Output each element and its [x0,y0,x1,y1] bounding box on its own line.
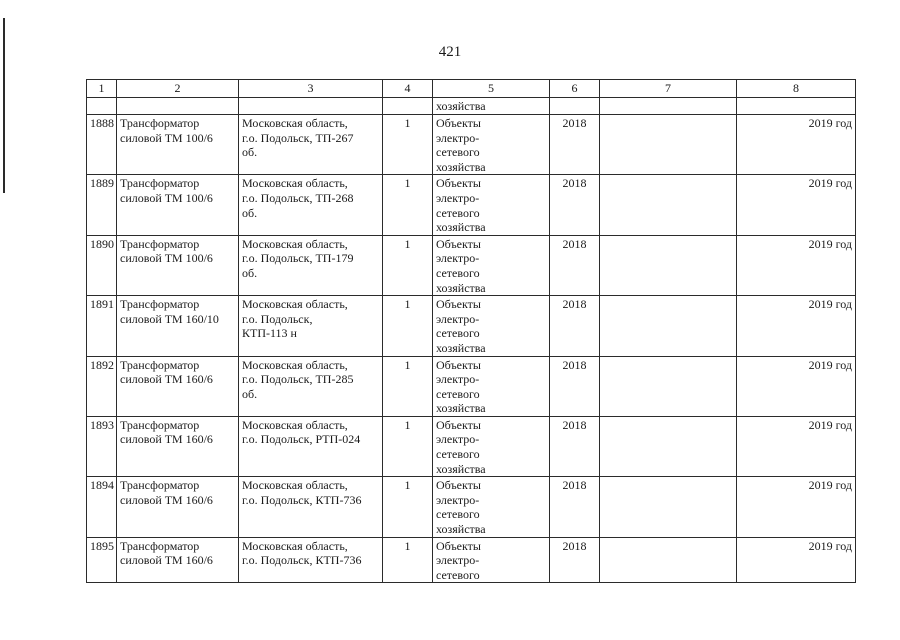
address-line: г.о. Подольск, [242,311,313,326]
column-header: 8 [737,80,856,98]
period-cell: 2019 год [737,115,856,175]
category-line: Объекты [436,297,481,312]
year-cell: 2018 [550,296,600,356]
address-cell [239,416,383,476]
name-line: силовой ТМ 100/6 [120,190,213,205]
note-cell [600,235,737,295]
row-number-cell: 1888 [87,115,117,175]
year-cell: 2018 [550,356,600,416]
row-number-cell: 1895 [87,537,117,583]
category-cell [433,296,550,356]
category-line: хозяйства [436,522,486,537]
table-cell [550,98,600,115]
category-line: сетевого [436,447,480,462]
address-line: г.о. Подольск, РТП-024 [242,432,361,447]
item-name-cell [117,477,239,537]
name-line: Трансформатор [120,116,200,130]
address-cell [239,537,383,583]
table-row [87,115,856,175]
column-number-row [87,80,856,98]
category-line: хозяйства [436,401,486,416]
quantity-cell: 1 [383,175,433,235]
name-line: Трансформатор [120,176,200,191]
item-name-cell [117,235,239,295]
column-header: 5 [433,80,550,98]
row-number-cell: 1893 [87,416,117,476]
category-cell [433,537,550,583]
address-line: г.о. Подольск, КТП-736 [242,492,362,507]
note-cell [600,175,737,235]
row-number-cell: 1889 [87,175,117,235]
category-line: Объекты [436,478,481,493]
name-line: Трансформатор [120,357,200,372]
note-cell [600,356,737,416]
name-line: силовой ТМ 100/6 [120,130,213,145]
quantity-cell: 1 [383,416,433,476]
asset-register-table [86,79,856,583]
category-line: электро- [436,251,480,266]
category-cell [433,416,550,476]
name-line: Трансформатор [120,236,200,251]
name-line: Трансформатор [120,538,200,553]
period-cell: 2019 год [737,537,856,583]
address-line: Московская область, [242,478,348,493]
address-line: г.о. Подольск, ТП-179 [242,251,354,266]
column-header: 1 [87,80,117,98]
address-cell [239,477,383,537]
category-line: сетевого [436,567,480,582]
category-line: сетевого [436,507,480,522]
column-header: 2 [117,80,239,98]
column-header: 7 [600,80,737,98]
category-line: сетевого [436,205,480,220]
address-line: об. [242,265,258,280]
item-name-cell [117,537,239,583]
row-number-cell: 1890 [87,235,117,295]
category-line: электро- [436,553,480,568]
column-header: 4 [383,80,433,98]
category-line: электро- [436,432,480,447]
category-line: электро- [436,130,480,145]
table-row [87,296,856,356]
column-header: 6 [550,80,600,98]
address-line: Московская область, [242,417,348,432]
name-line: Трансформатор [120,417,200,432]
table-cell [737,98,856,115]
table-row [87,235,856,295]
period-cell: 2019 год [737,356,856,416]
category-cell [433,115,550,175]
column-header: 3 [239,80,383,98]
table-row [87,175,856,235]
address-line: Московская область, [242,538,348,553]
category-line: Объекты [436,176,481,191]
quantity-cell: 1 [383,115,433,175]
name-line: силовой ТМ 160/6 [120,553,213,568]
address-cell [239,115,383,175]
address-line: Московская область, [242,297,348,312]
name-line: силовой ТМ 100/6 [120,251,213,266]
table-cell [600,98,737,115]
category-line: Объекты [436,357,481,372]
year-cell: 2018 [550,115,600,175]
year-cell: 2018 [550,477,600,537]
category-line: сетевого [436,265,480,280]
category-line: хозяйства [436,220,486,235]
address-line: об. [242,205,258,220]
item-name-cell [117,296,239,356]
table-row [87,356,856,416]
category-cell [433,175,550,235]
address-line: г.о. Подольск, КТП-736 [242,553,362,568]
name-line: силовой ТМ 160/6 [120,492,213,507]
address-line: об. [242,145,258,160]
category-line: Объекты [436,236,481,251]
table-row [87,416,856,476]
category-line: Объекты [436,538,481,553]
address-line: КТП-113 н [242,326,297,341]
address-line: г.о. Подольск, ТП-268 [242,190,354,205]
address-cell [239,175,383,235]
address-line: г.о. Подольск, ТП-285 [242,372,354,387]
note-cell [600,115,737,175]
category-cell [433,356,550,416]
address-cell [239,356,383,416]
year-cell: 2018 [550,416,600,476]
category-line: электро- [436,492,480,507]
address-line: г.о. Подольск, ТП-267 [242,130,354,145]
page-number: 421 [438,44,462,60]
address-cell [239,235,383,295]
category-cell [433,477,550,537]
category-line: электро- [436,372,480,387]
category-line: сетевого [436,326,480,341]
note-cell [600,296,737,356]
name-line: Трансформатор [120,297,200,312]
table-cell [239,98,383,115]
category-line: сетевого [436,386,480,401]
name-line: Трансформатор [120,478,200,493]
note-cell [600,416,737,476]
table-cell [87,98,117,115]
address-line: Московская область, [242,116,348,130]
category-line: Объекты [436,417,481,432]
row-number-cell: 1894 [87,477,117,537]
row-number-cell: 1892 [87,356,117,416]
category-line: хозяйства [436,340,486,355]
row-number-cell: 1891 [87,296,117,356]
quantity-cell: 1 [383,477,433,537]
item-name-cell [117,115,239,175]
category-line: хозяйства [436,280,486,295]
address-line: Московская область, [242,357,348,372]
table-cell [117,98,239,115]
year-cell: 2018 [550,175,600,235]
category-line: сетевого [436,145,480,160]
quantity-cell: 1 [383,356,433,416]
category-line: Объекты [436,116,481,130]
category-line: хозяйства [436,461,486,476]
year-cell: 2018 [550,235,600,295]
period-cell: 2019 год [737,235,856,295]
period-cell: 2019 год [737,296,856,356]
category-line: электро- [436,190,480,205]
year-cell: 2018 [550,537,600,583]
item-name-cell [117,175,239,235]
quantity-cell: 1 [383,296,433,356]
category-line: электро- [436,311,480,326]
continuation-row [87,98,856,115]
name-line: силовой ТМ 160/6 [120,372,213,387]
address-cell [239,296,383,356]
category-line: хозяйства [436,159,486,174]
address-line: об. [242,386,258,401]
category-cell: хозяйства [433,98,550,115]
table-cell [383,98,433,115]
table-row [87,537,856,583]
quantity-cell: 1 [383,235,433,295]
period-cell: 2019 год [737,175,856,235]
name-line: силовой ТМ 160/10 [120,311,219,326]
address-line: Московская область, [242,176,348,191]
name-line: силовой ТМ 160/6 [120,432,213,447]
address-line: Московская область, [242,236,348,251]
item-name-cell [117,416,239,476]
category-cell [433,235,550,295]
item-name-cell [117,356,239,416]
table-row [87,477,856,537]
note-cell [600,477,737,537]
period-cell: 2019 год [737,416,856,476]
period-cell: 2019 год [737,477,856,537]
note-cell [600,537,737,583]
quantity-cell: 1 [383,537,433,583]
